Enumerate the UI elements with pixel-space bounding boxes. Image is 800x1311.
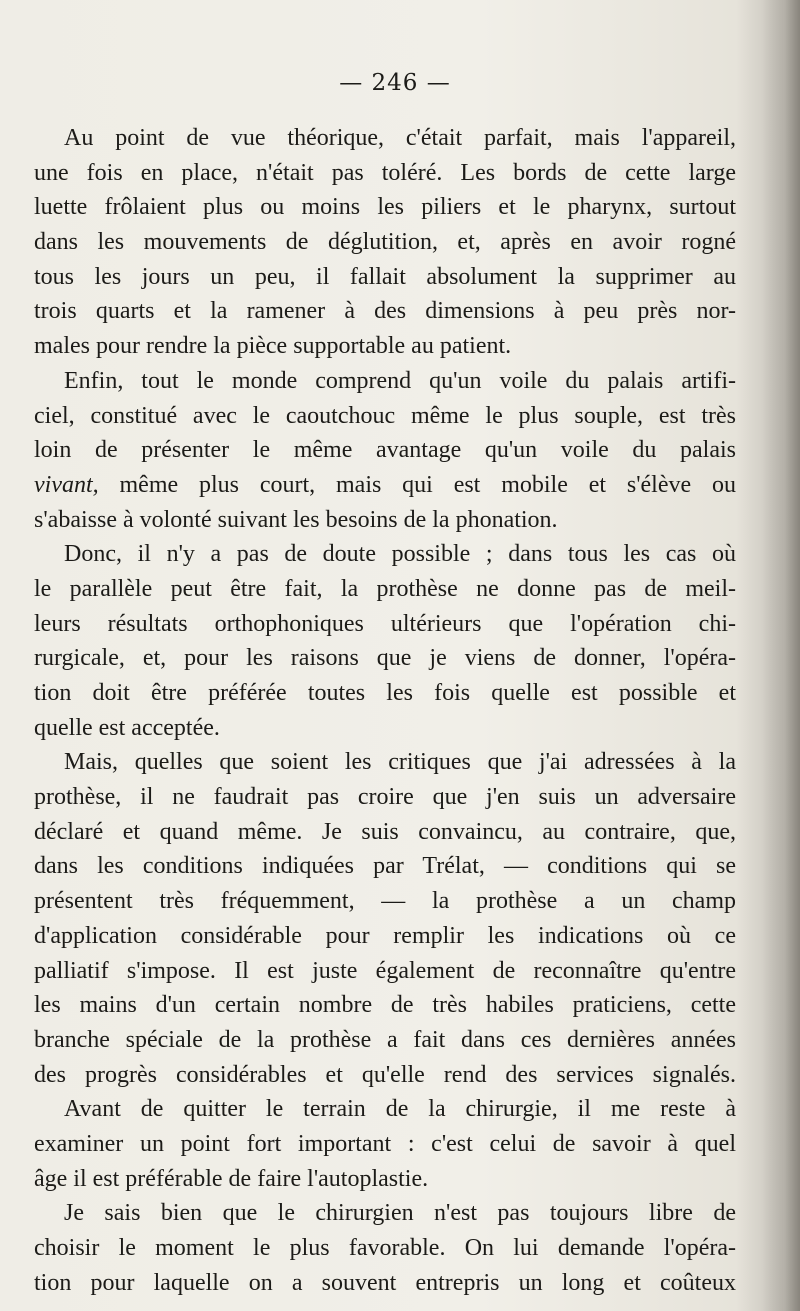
text-line: âge il est préférable de faire l'autoplastie.: [34, 1165, 429, 1192]
text-line: Mais, quelles que soient les critiques que j'ai adressées à la: [64, 749, 736, 776]
text-line: des progrès considérables et qu'elle rend des services signalés.: [34, 1061, 736, 1088]
text-line: males pour rendre la pièce supportable au patient.: [34, 333, 512, 360]
spine-shadow: [762, 0, 800, 1311]
text-line: luette frôlaient plus ou moins les piliers et le pharynx, surtout: [34, 194, 736, 221]
text-line: branche spéciale de la prothèse a fait dans ces dernières années: [34, 1026, 736, 1053]
text-line: quelle est acceptée.: [34, 714, 220, 741]
text-line: examiner un point fort important : c'est celui de savoir à quel: [34, 1130, 736, 1157]
text-line: tous les jours un peu, il fallait absolument la supprimer au: [34, 263, 736, 290]
text-line: le parallèle peut être fait, la prothèse ne donne pas de meil-: [34, 575, 736, 602]
paragraph: [34, 537, 736, 745]
page-number: — 246 —: [339, 70, 451, 96]
text-line: trois quarts et la ramener à des dimensions à peu près nor-: [34, 298, 736, 325]
paragraph: [34, 1092, 736, 1196]
text-line: prothèse, il ne faudrait pas croire que j'en suis un adversaire: [34, 784, 736, 811]
italic-word: vivant,: [34, 471, 99, 498]
text-line: rurgicale, et, pour les raisons que je viens de donner, l'opéra-: [34, 645, 736, 672]
text-line: Avant de quitter le terrain de la chirurgie, il me reste à: [64, 1096, 736, 1123]
text-line: Au point de vue théorique, c'était parfait, mais l'appareil,: [64, 125, 736, 151]
text-line: Je sais bien que le chirurgien n'est pas toujours libre de: [64, 1200, 736, 1227]
text-line: s'abaisse à volonté suivant les besoins de la phonation.: [34, 506, 558, 533]
paragraph: [34, 121, 736, 364]
text-line: dans les mouvements de déglutition, et, après en avoir rogné: [34, 229, 736, 256]
text-line: Donc, il n'y a pas de doute possible ; dans tous les cas où: [64, 541, 736, 568]
text-line: palliatif s'impose. Il est juste également de reconnaître qu'entre: [34, 957, 736, 984]
paragraph: [34, 1196, 736, 1300]
text-line-with-italic: [34, 468, 736, 503]
text-line: d'application considérable pour remplir les indications où ce: [34, 922, 736, 949]
text-line: Enfin, tout le monde comprend qu'un voile du palais artifi-: [64, 367, 736, 394]
text-line: loin de présenter le même avantage qu'un voile du palais: [34, 437, 736, 464]
text-line: une fois en place, n'était pas toléré. Les bords de cette large: [34, 159, 736, 186]
text-line: présentent très fréquemment, — la prothèse a un champ: [34, 888, 736, 915]
text-line: leurs résultats orthophoniques ultérieurs que l'opération chi-: [34, 610, 736, 637]
text-line: dans les conditions indiquées par Trélat, — conditions qui se: [34, 853, 736, 880]
text-line: les mains d'un certain nombre de très habiles praticiens, cette: [34, 992, 736, 1019]
text-line: tion pour laquelle on a souvent entrepris un long et coûteux: [34, 1269, 736, 1296]
text-line-rest: même plus court, mais qui est mobile et s'élève ou: [119, 471, 737, 498]
paragraph: [34, 745, 736, 1092]
body-text: [34, 121, 736, 1300]
paragraph: [34, 364, 736, 537]
text-line: tion doit être préférée toutes les fois quelle est possible et: [34, 680, 736, 706]
text-line: choisir le moment le plus favorable. On lui demande l'opéra-: [34, 1235, 736, 1261]
text-line: ciel, constitué avec le caoutchouc même le plus souple, est très: [34, 402, 736, 429]
text-line: déclaré et quand même. Je suis convaincu, au contraire, que,: [34, 818, 736, 845]
